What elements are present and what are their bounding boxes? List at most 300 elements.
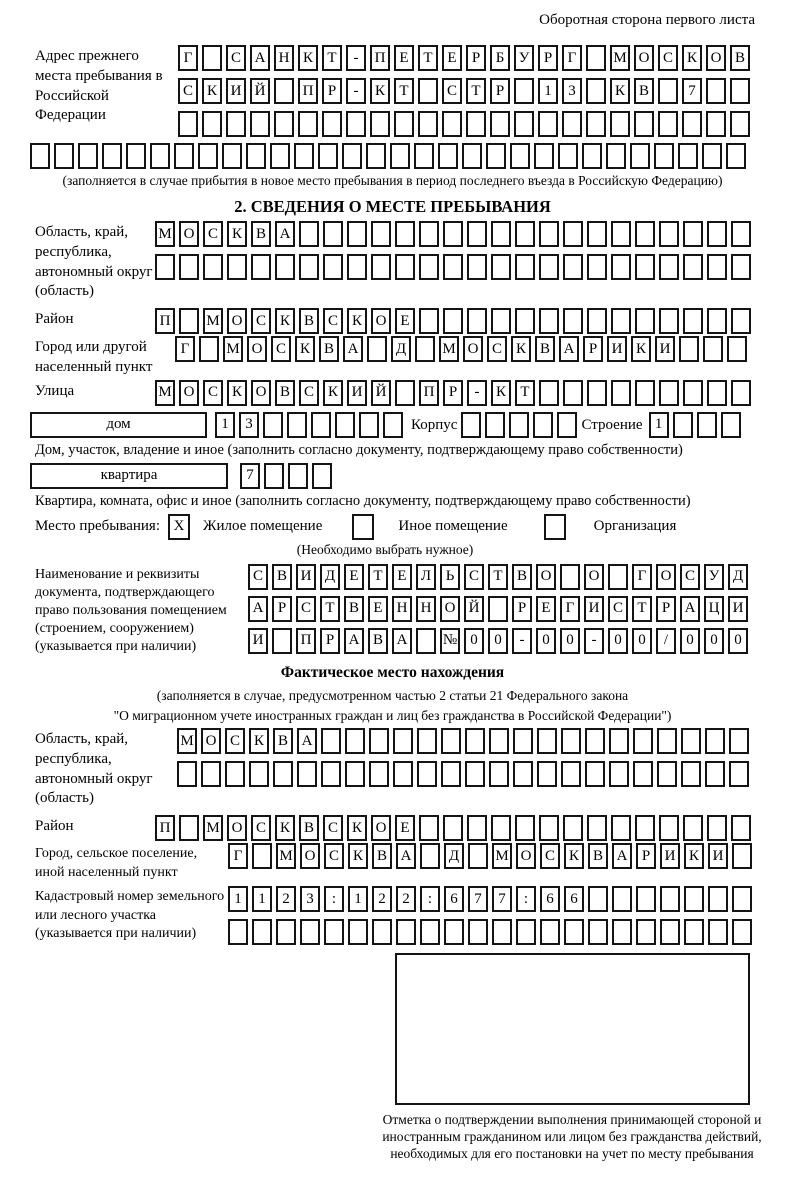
char-cell[interactable]: В (275, 380, 295, 406)
char-cell[interactable] (633, 761, 653, 787)
char-cell[interactable] (491, 254, 511, 280)
char-cell[interactable]: В (588, 843, 608, 869)
char-cell[interactable]: С (324, 843, 344, 869)
char-cell[interactable]: Г (175, 336, 195, 362)
char-cell[interactable] (515, 308, 535, 334)
char-cell[interactable]: 0 (680, 628, 700, 654)
char-cell[interactable]: О (227, 815, 247, 841)
char-cell[interactable] (335, 412, 355, 438)
char-cell[interactable] (582, 143, 602, 169)
char-cell[interactable] (371, 254, 391, 280)
char-cell[interactable]: С (323, 308, 343, 334)
char-cell[interactable] (681, 761, 701, 787)
char-cell[interactable] (564, 919, 584, 945)
char-cell[interactable]: 2 (276, 886, 296, 912)
char-cell[interactable]: С (680, 564, 700, 590)
char-cell[interactable] (251, 254, 271, 280)
char-cell[interactable] (419, 254, 439, 280)
char-cell[interactable]: Р (320, 628, 340, 654)
char-cell[interactable] (419, 221, 439, 247)
char-cell[interactable] (731, 308, 751, 334)
char-cell[interactable] (562, 111, 582, 137)
char-cell[interactable] (179, 815, 199, 841)
char-cell[interactable] (705, 761, 725, 787)
char-cell[interactable] (252, 843, 272, 869)
char-cell[interactable] (587, 815, 607, 841)
char-cell[interactable] (585, 761, 605, 787)
char-cell[interactable]: 3 (239, 412, 259, 438)
char-cell[interactable]: К (227, 221, 247, 247)
char-cell[interactable]: К (347, 815, 367, 841)
char-cell[interactable]: С (464, 564, 484, 590)
char-cell[interactable]: К (511, 336, 531, 362)
char-cell[interactable]: В (535, 336, 555, 362)
char-cell[interactable]: 0 (608, 628, 628, 654)
char-cell[interactable]: В (730, 45, 750, 71)
char-cell[interactable]: П (155, 308, 175, 334)
char-cell[interactable] (30, 143, 50, 169)
char-cell[interactable]: 0 (632, 628, 652, 654)
char-cell[interactable] (634, 111, 654, 137)
char-cell[interactable]: Г (560, 596, 580, 622)
char-cell[interactable] (366, 143, 386, 169)
char-cell[interactable]: 6 (540, 886, 560, 912)
char-cell[interactable]: 6 (564, 886, 584, 912)
char-cell[interactable] (322, 111, 342, 137)
char-cell[interactable] (311, 412, 331, 438)
char-cell[interactable] (560, 564, 580, 590)
char-cell[interactable] (441, 761, 461, 787)
char-cell[interactable]: С (299, 380, 319, 406)
kvartira-type-field[interactable]: квартира (30, 463, 228, 489)
char-cell[interactable] (202, 45, 222, 71)
char-cell[interactable] (419, 815, 439, 841)
char-cell[interactable] (683, 380, 703, 406)
char-cell[interactable] (658, 111, 678, 137)
char-cell[interactable] (298, 111, 318, 137)
char-cell[interactable] (492, 919, 512, 945)
char-cell[interactable] (683, 254, 703, 280)
char-cell[interactable] (370, 111, 390, 137)
char-cell[interactable] (514, 78, 534, 104)
char-cell[interactable] (707, 221, 727, 247)
char-cell[interactable] (539, 815, 559, 841)
char-cell[interactable] (684, 919, 704, 945)
char-cell[interactable] (538, 111, 558, 137)
char-cell[interactable]: 7 (682, 78, 702, 104)
char-cell[interactable]: И (347, 380, 367, 406)
char-cell[interactable] (697, 412, 717, 438)
char-cell[interactable]: О (656, 564, 676, 590)
char-cell[interactable]: М (203, 815, 223, 841)
char-cell[interactable] (611, 815, 631, 841)
char-cell[interactable] (563, 815, 583, 841)
char-cell[interactable]: В (372, 843, 392, 869)
char-cell[interactable] (150, 143, 170, 169)
char-cell[interactable]: А (344, 628, 364, 654)
char-cell[interactable] (467, 308, 487, 334)
char-cell[interactable]: Б (490, 45, 510, 71)
char-cell[interactable] (635, 254, 655, 280)
char-cell[interactable]: А (250, 45, 270, 71)
char-cell[interactable]: Т (394, 78, 414, 104)
char-cell[interactable] (272, 628, 292, 654)
char-cell[interactable]: М (492, 843, 512, 869)
char-cell[interactable]: Р (512, 596, 532, 622)
char-cell[interactable]: Т (320, 596, 340, 622)
char-cell[interactable] (443, 221, 463, 247)
char-cell[interactable]: М (439, 336, 459, 362)
char-cell[interactable]: Е (442, 45, 462, 71)
char-cell[interactable] (561, 728, 581, 754)
char-cell[interactable]: С (203, 380, 223, 406)
char-cell[interactable] (563, 308, 583, 334)
char-cell[interactable] (731, 221, 751, 247)
char-cell[interactable] (660, 886, 680, 912)
char-cell[interactable]: В (299, 308, 319, 334)
char-cell[interactable]: Д (728, 564, 748, 590)
char-cell[interactable]: А (392, 628, 412, 654)
char-cell[interactable] (659, 221, 679, 247)
char-cell[interactable]: О (536, 564, 556, 590)
char-cell[interactable] (198, 143, 218, 169)
char-cell[interactable] (321, 728, 341, 754)
char-cell[interactable] (345, 728, 365, 754)
char-cell[interactable]: 0 (560, 628, 580, 654)
char-cell[interactable] (174, 143, 194, 169)
char-cell[interactable] (586, 111, 606, 137)
char-cell[interactable] (726, 143, 746, 169)
char-cell[interactable]: К (202, 78, 222, 104)
char-cell[interactable] (395, 221, 415, 247)
char-cell[interactable]: И (584, 596, 604, 622)
char-cell[interactable] (273, 761, 293, 787)
char-cell[interactable] (201, 761, 221, 787)
char-cell[interactable] (730, 111, 750, 137)
char-cell[interactable] (416, 628, 436, 654)
char-cell[interactable] (721, 412, 741, 438)
char-cell[interactable] (250, 111, 270, 137)
char-cell[interactable] (395, 380, 415, 406)
char-cell[interactable]: Т (632, 596, 652, 622)
char-cell[interactable] (586, 78, 606, 104)
char-cell[interactable]: И (728, 596, 748, 622)
char-cell[interactable] (659, 815, 679, 841)
char-cell[interactable]: В (368, 628, 388, 654)
char-cell[interactable] (516, 919, 536, 945)
char-cell[interactable] (465, 728, 485, 754)
char-cell[interactable]: О (371, 815, 391, 841)
char-cell[interactable] (705, 728, 725, 754)
char-cell[interactable]: И (248, 628, 268, 654)
char-cell[interactable]: Г (632, 564, 652, 590)
char-cell[interactable] (587, 254, 607, 280)
char-cell[interactable]: О (706, 45, 726, 71)
char-cell[interactable] (730, 78, 750, 104)
char-cell[interactable]: С (225, 728, 245, 754)
char-cell[interactable]: Е (344, 564, 364, 590)
char-cell[interactable] (442, 111, 462, 137)
char-cell[interactable] (489, 728, 509, 754)
char-cell[interactable] (126, 143, 146, 169)
char-cell[interactable] (633, 728, 653, 754)
char-cell[interactable] (537, 761, 557, 787)
char-cell[interactable] (515, 815, 535, 841)
char-cell[interactable] (558, 143, 578, 169)
char-cell[interactable] (270, 143, 290, 169)
char-cell[interactable] (324, 919, 344, 945)
char-cell[interactable]: С (271, 336, 291, 362)
char-cell[interactable] (606, 143, 626, 169)
char-cell[interactable]: С (226, 45, 246, 71)
char-cell[interactable] (534, 143, 554, 169)
char-cell[interactable] (383, 412, 403, 438)
char-cell[interactable]: 6 (444, 886, 464, 912)
char-cell[interactable] (276, 919, 296, 945)
char-cell[interactable] (684, 886, 704, 912)
char-cell[interactable]: О (584, 564, 604, 590)
char-cell[interactable]: Г (228, 843, 248, 869)
char-cell[interactable]: В (512, 564, 532, 590)
char-cell[interactable] (393, 728, 413, 754)
char-cell[interactable] (513, 728, 533, 754)
char-cell[interactable]: К (249, 728, 269, 754)
char-cell[interactable] (438, 143, 458, 169)
char-cell[interactable]: О (371, 308, 391, 334)
char-cell[interactable] (321, 761, 341, 787)
checkbox-organization[interactable] (544, 514, 566, 540)
char-cell[interactable]: А (343, 336, 363, 362)
char-cell[interactable]: Н (274, 45, 294, 71)
char-cell[interactable] (612, 886, 632, 912)
dom-type-field[interactable]: дом (30, 412, 207, 438)
char-cell[interactable]: В (319, 336, 339, 362)
char-cell[interactable]: 1 (348, 886, 368, 912)
char-cell[interactable]: : (324, 886, 344, 912)
char-cell[interactable] (588, 919, 608, 945)
char-cell[interactable]: Г (178, 45, 198, 71)
char-cell[interactable] (393, 761, 413, 787)
char-cell[interactable] (659, 254, 679, 280)
char-cell[interactable] (465, 761, 485, 787)
char-cell[interactable]: У (704, 564, 724, 590)
char-cell[interactable]: Р (656, 596, 676, 622)
char-cell[interactable] (708, 919, 728, 945)
char-cell[interactable] (264, 463, 284, 489)
char-cell[interactable]: Й (371, 380, 391, 406)
char-cell[interactable]: С (442, 78, 462, 104)
char-cell[interactable]: В (299, 815, 319, 841)
char-cell[interactable] (468, 919, 488, 945)
char-cell[interactable]: О (251, 380, 271, 406)
char-cell[interactable] (657, 728, 677, 754)
char-cell[interactable] (561, 761, 581, 787)
char-cell[interactable] (587, 380, 607, 406)
char-cell[interactable] (485, 412, 505, 438)
char-cell[interactable] (609, 761, 629, 787)
char-cell[interactable] (444, 919, 464, 945)
char-cell[interactable]: К (347, 308, 367, 334)
char-cell[interactable] (611, 254, 631, 280)
char-cell[interactable]: О (201, 728, 221, 754)
char-cell[interactable] (466, 111, 486, 137)
char-cell[interactable] (683, 221, 703, 247)
char-cell[interactable] (491, 815, 511, 841)
char-cell[interactable]: 7 (492, 886, 512, 912)
char-cell[interactable]: - (512, 628, 532, 654)
char-cell[interactable]: И (607, 336, 627, 362)
char-cell[interactable] (729, 761, 749, 787)
char-cell[interactable]: Н (392, 596, 412, 622)
char-cell[interactable] (359, 412, 379, 438)
char-cell[interactable]: 1 (215, 412, 235, 438)
char-cell[interactable]: Е (368, 596, 388, 622)
char-cell[interactable]: К (370, 78, 390, 104)
char-cell[interactable] (706, 111, 726, 137)
checkbox-other-premises[interactable] (352, 514, 374, 540)
char-cell[interactable] (533, 412, 553, 438)
char-cell[interactable]: Л (416, 564, 436, 590)
char-cell[interactable] (491, 221, 511, 247)
char-cell[interactable]: М (610, 45, 630, 71)
char-cell[interactable]: А (297, 728, 317, 754)
char-cell[interactable] (226, 111, 246, 137)
char-cell[interactable] (707, 308, 727, 334)
char-cell[interactable]: Е (395, 308, 415, 334)
char-cell[interactable] (708, 886, 728, 912)
char-cell[interactable] (390, 143, 410, 169)
char-cell[interactable] (630, 143, 650, 169)
char-cell[interactable]: 0 (464, 628, 484, 654)
char-cell[interactable] (731, 254, 751, 280)
char-cell[interactable] (673, 412, 693, 438)
char-cell[interactable] (515, 254, 535, 280)
char-cell[interactable] (514, 111, 534, 137)
char-cell[interactable]: 1 (649, 412, 669, 438)
char-cell[interactable]: О (440, 596, 460, 622)
char-cell[interactable]: К (684, 843, 704, 869)
char-cell[interactable] (682, 111, 702, 137)
char-cell[interactable]: Ц (704, 596, 724, 622)
char-cell[interactable]: 3 (300, 886, 320, 912)
char-cell[interactable] (369, 761, 389, 787)
char-cell[interactable]: М (276, 843, 296, 869)
char-cell[interactable] (287, 412, 307, 438)
char-cell[interactable]: А (275, 221, 295, 247)
char-cell[interactable] (202, 111, 222, 137)
char-cell[interactable] (557, 412, 577, 438)
char-cell[interactable] (635, 380, 655, 406)
char-cell[interactable] (274, 111, 294, 137)
char-cell[interactable] (347, 221, 367, 247)
char-cell[interactable]: Й (250, 78, 270, 104)
char-cell[interactable] (228, 919, 248, 945)
char-cell[interactable]: / (656, 628, 676, 654)
char-cell[interactable] (515, 221, 535, 247)
char-cell[interactable]: В (344, 596, 364, 622)
char-cell[interactable] (611, 380, 631, 406)
char-cell[interactable] (731, 815, 751, 841)
char-cell[interactable] (681, 728, 701, 754)
char-cell[interactable] (414, 143, 434, 169)
char-cell[interactable] (635, 815, 655, 841)
char-cell[interactable] (394, 111, 414, 137)
char-cell[interactable]: Р (272, 596, 292, 622)
char-cell[interactable]: П (370, 45, 390, 71)
char-cell[interactable] (294, 143, 314, 169)
char-cell[interactable] (418, 78, 438, 104)
char-cell[interactable] (539, 308, 559, 334)
char-cell[interactable] (588, 886, 608, 912)
char-cell[interactable] (657, 761, 677, 787)
char-cell[interactable]: К (491, 380, 511, 406)
char-cell[interactable] (420, 919, 440, 945)
char-cell[interactable]: Т (368, 564, 388, 590)
char-cell[interactable]: К (275, 815, 295, 841)
char-cell[interactable]: Р (636, 843, 656, 869)
char-cell[interactable]: О (300, 843, 320, 869)
char-cell[interactable]: 3 (562, 78, 582, 104)
char-cell[interactable] (610, 111, 630, 137)
char-cell[interactable]: О (634, 45, 654, 71)
char-cell[interactable] (155, 254, 175, 280)
char-cell[interactable]: 7 (468, 886, 488, 912)
char-cell[interactable] (441, 728, 461, 754)
checkbox-residential[interactable]: X (168, 514, 190, 540)
char-cell[interactable] (636, 919, 656, 945)
char-cell[interactable]: В (272, 564, 292, 590)
char-cell[interactable]: О (179, 221, 199, 247)
char-cell[interactable] (702, 143, 722, 169)
char-cell[interactable] (539, 221, 559, 247)
char-cell[interactable]: Р (443, 380, 463, 406)
char-cell[interactable] (395, 254, 415, 280)
char-cell[interactable]: Д (391, 336, 411, 362)
char-cell[interactable] (611, 308, 631, 334)
char-cell[interactable] (727, 336, 747, 362)
char-cell[interactable]: П (298, 78, 318, 104)
char-cell[interactable] (367, 336, 387, 362)
char-cell[interactable] (443, 815, 463, 841)
char-cell[interactable] (263, 412, 283, 438)
char-cell[interactable] (102, 143, 122, 169)
char-cell[interactable]: К (610, 78, 630, 104)
char-cell[interactable]: И (660, 843, 680, 869)
char-cell[interactable] (299, 221, 319, 247)
char-cell[interactable]: Р (490, 78, 510, 104)
char-cell[interactable]: - (467, 380, 487, 406)
char-cell[interactable] (467, 815, 487, 841)
char-cell[interactable] (510, 143, 530, 169)
char-cell[interactable]: 1 (252, 886, 272, 912)
char-cell[interactable]: - (346, 45, 366, 71)
char-cell[interactable] (611, 221, 631, 247)
char-cell[interactable] (179, 308, 199, 334)
char-cell[interactable] (660, 919, 680, 945)
char-cell[interactable] (396, 919, 416, 945)
char-cell[interactable]: С (296, 596, 316, 622)
char-cell[interactable]: К (298, 45, 318, 71)
char-cell[interactable] (654, 143, 674, 169)
char-cell[interactable] (372, 919, 392, 945)
char-cell[interactable]: О (516, 843, 536, 869)
char-cell[interactable] (468, 843, 488, 869)
char-cell[interactable]: К (275, 308, 295, 334)
char-cell[interactable] (345, 761, 365, 787)
char-cell[interactable]: К (323, 380, 343, 406)
char-cell[interactable] (732, 919, 752, 945)
char-cell[interactable] (246, 143, 266, 169)
